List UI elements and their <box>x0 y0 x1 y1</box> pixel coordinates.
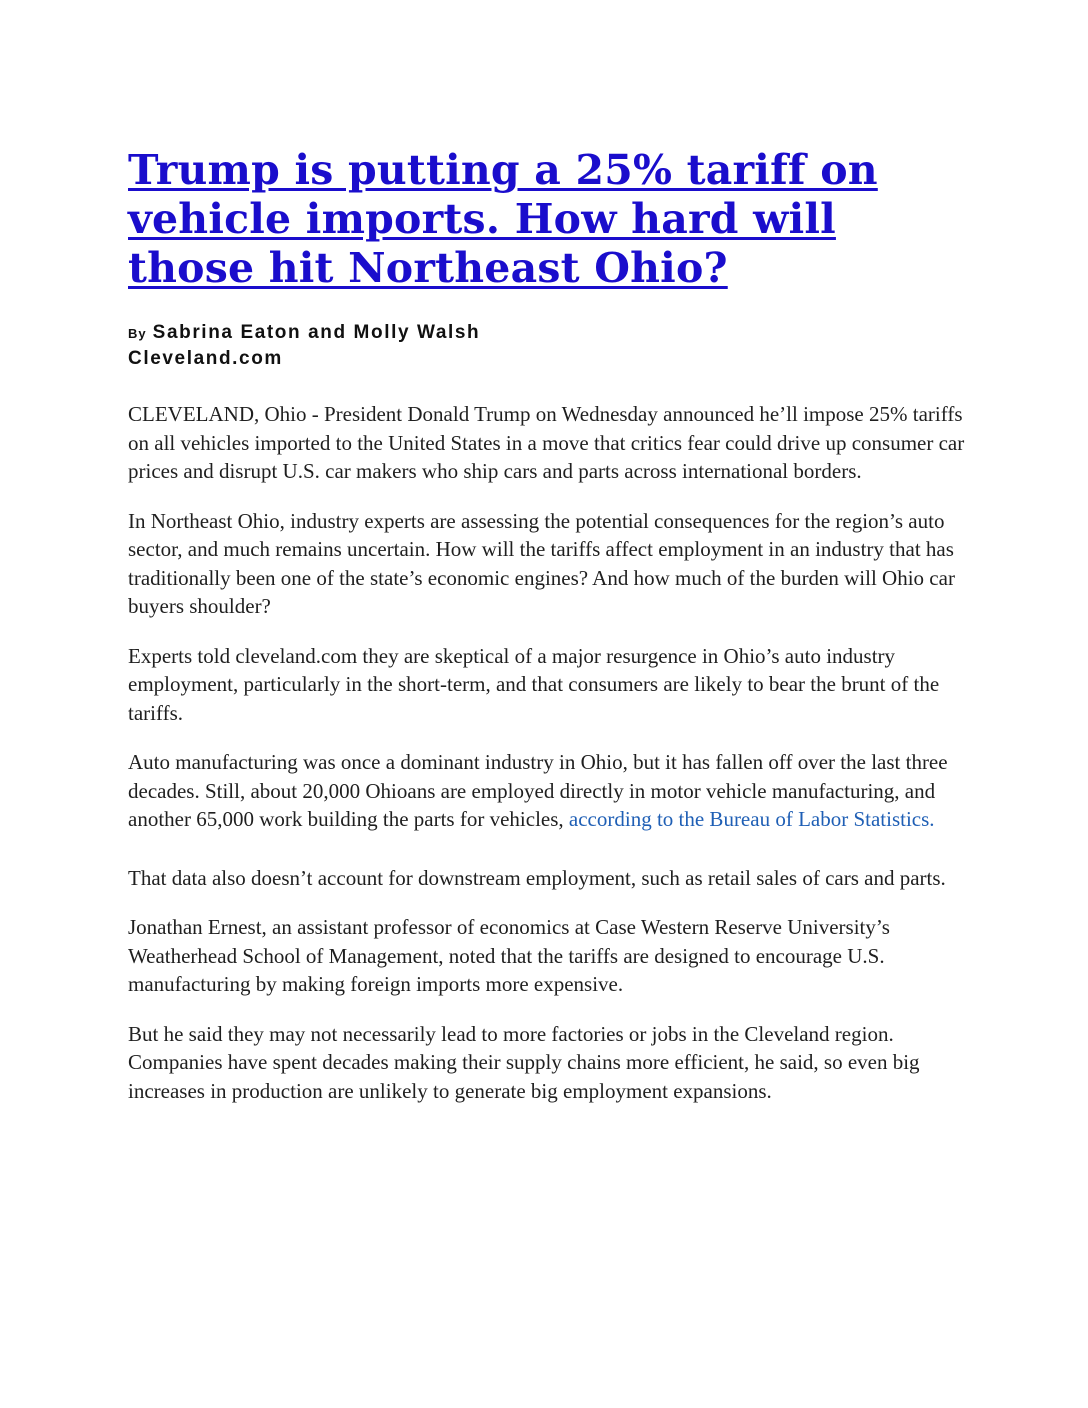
headline-link[interactable]: Trump is putting a 25% tariff on vehicle imports. How hard will those hit Northeast Ohio? <box>128 146 878 292</box>
article-body <box>128 400 968 1105</box>
byline-authors-line <box>128 321 968 346</box>
paragraph: In Northeast Ohio, industry experts are assessing the potential consequences for the region’s auto sector, and much remains uncertain. How will the tariffs affect employment in an industry that has traditionally been one of the state’s economic engines? And how much of the burden will Ohio car buyers shoulder? <box>128 508 955 618</box>
byline <box>128 321 968 372</box>
byline-prefix: By <box>128 326 147 341</box>
bls-source-link[interactable]: according to the Bureau of Labor Statistics. <box>568 807 935 831</box>
paragraph-with-link <box>128 748 968 834</box>
article-page <box>128 146 968 1105</box>
paragraph: That data also doesn’t account for downstream employment, such as retail sales of cars and parts. <box>128 865 946 890</box>
paragraph: Jonathan Ernest, an assistant professor of economics at Case Western Reserve University’s Weatherhead School of Management, noted that the tariffs are designed to encourage U.S. manufacturing by making foreign imports more expensive. <box>128 915 890 996</box>
paragraph: Experts told cleveland.com they are skeptical of a major resurgence in Ohio’s auto industry employment, particularly in the short-term, and that consumers are likely to bear the brunt of the tariffs. <box>128 643 940 725</box>
paragraph-text: Auto manufacturing was once a dominant industry in Ohio, but it has fallen off over the last three decades. Still, about 20,000 Ohioans are employed directly in motor vehicle manufacturing, and another 65,000 work building the parts for vehicles, <box>128 750 948 831</box>
byline-outlet: Cleveland.com <box>128 348 283 369</box>
paragraph: But he said they may not necessarily lead to more factories or jobs in the Cleveland region. Companies have spent decades making their supply chains more efficient, he said, so even big increases in production are unlikely to generate big employment expansions. <box>128 1021 920 1103</box>
paragraph: CLEVELAND, Ohio - President Donald Trump on Wednesday announced he’ll impose 25% tariffs on all vehicles imported to the United States in a move that critics fear could drive up consumer car prices and disrupt U.S. car makers who ship cars and parts across international borders. <box>128 402 965 483</box>
byline-authors: Sabrina Eaton and Molly Walsh <box>152 322 481 343</box>
